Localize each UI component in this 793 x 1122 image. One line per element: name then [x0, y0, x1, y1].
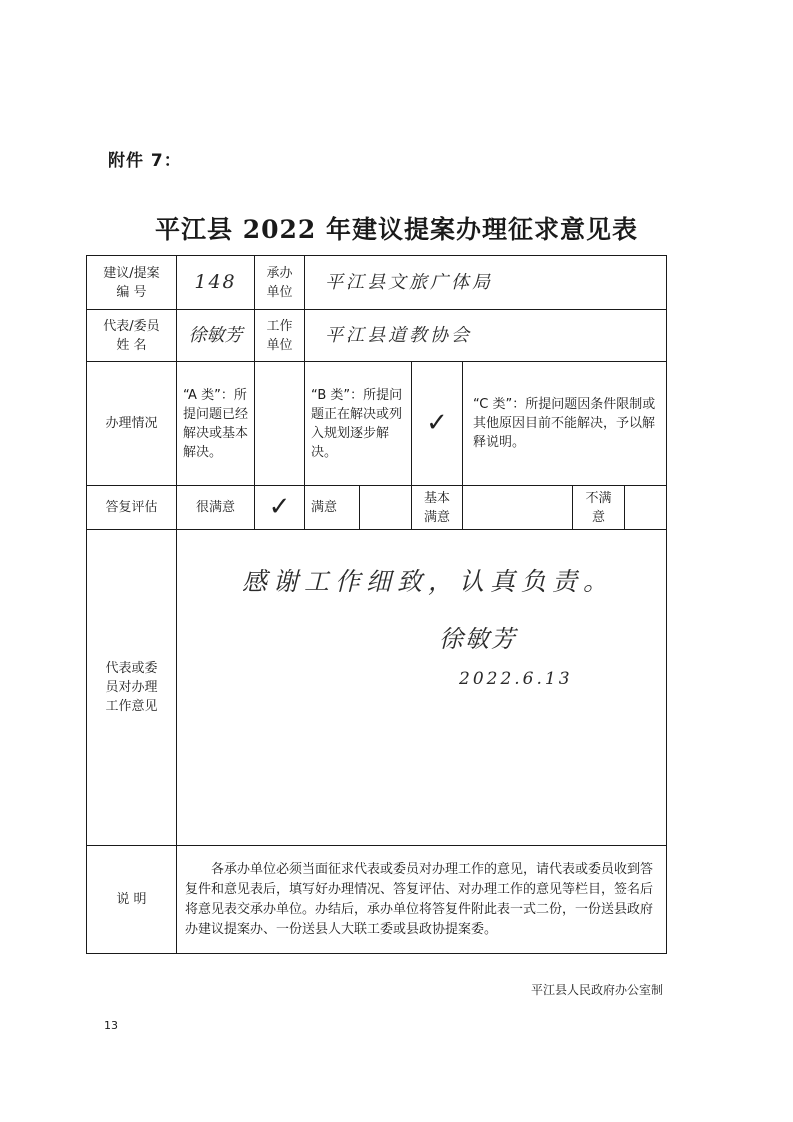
- row-proposal-id: [87, 256, 667, 310]
- issuing-office: 平江县人民政府办公室制: [530, 983, 663, 997]
- work-unit-value[interactable]: 平江县道教协会: [305, 310, 667, 362]
- proposal-number-label: 建议/提案 编 号: [87, 256, 177, 310]
- opinion-content-cell[interactable]: [177, 530, 667, 846]
- category-b-description: “B 类”：所提问题正在解决或列入规划逐步解决。: [305, 362, 412, 486]
- unsatisfied-label: 不满 意: [573, 486, 625, 530]
- opinion-form-table: [86, 255, 667, 954]
- opinion-signature: 徐敏芳: [439, 625, 517, 653]
- basic-satisfied-label: 基本 满意: [412, 486, 463, 530]
- attachment-label: 附件 7：: [108, 151, 182, 171]
- row-opinion: [87, 530, 667, 846]
- note-label: 说 明: [87, 846, 177, 954]
- category-c-description: “C 类”：所提问题因条件限制或其他原因目前不能解决，予以解释说明。: [463, 362, 667, 486]
- handling-status-label: 办理情况: [87, 362, 177, 486]
- opinion-date: 2022.6.13: [459, 669, 573, 689]
- person-name-value[interactable]: 徐敏芳: [177, 310, 255, 362]
- category-b-check-cell[interactable]: ✓: [412, 362, 463, 486]
- opinion-label: 代表或委 员对办理 工作意见: [87, 530, 177, 846]
- opinion-text: 感谢工作细致，认真负责。: [242, 567, 615, 596]
- handling-unit-value[interactable]: 平江县文旅广体局: [305, 256, 667, 310]
- document-title: 平江县 2022 年建议提案办理征求意见表: [155, 215, 638, 244]
- reply-evaluation-label: 答复评估: [87, 486, 177, 530]
- person-name-label: 代表/委员 姓 名: [87, 310, 177, 362]
- satisfied-check-cell[interactable]: [360, 486, 412, 530]
- unsatisfied-check-cell[interactable]: [625, 486, 667, 530]
- page-number: 13: [104, 1019, 118, 1032]
- basic-satisfied-check-cell[interactable]: [463, 486, 573, 530]
- category-a-description: “A 类”：所提问题已经解决或基本解决。: [177, 362, 255, 486]
- row-person: [87, 310, 667, 362]
- work-unit-label: 工作 单位: [255, 310, 305, 362]
- proposal-number-value[interactable]: 148: [177, 256, 255, 310]
- very-satisfied-label: 很满意: [177, 486, 255, 530]
- row-note: [87, 846, 667, 954]
- row-handling-status: [87, 362, 667, 486]
- handling-unit-label: 承办 单位: [255, 256, 305, 310]
- satisfied-label: 满意: [305, 486, 360, 530]
- note-text: 各承办单位必须当面征求代表或委员对办理工作的意见，请代表或委员收到答复件和意见表后，填写好办理情况、答复评估、对办理工作的意见等栏目，签名后将意见表交承办单位。办结后，承办单位将答复件附此表一式二份，一份送县政府办建议提案办、一份送县人大联工委或县政协提案委。: [177, 846, 667, 954]
- category-a-check-cell[interactable]: [255, 362, 305, 486]
- row-reply-evaluation: [87, 486, 667, 530]
- very-satisfied-check-cell[interactable]: ✓: [255, 486, 305, 530]
